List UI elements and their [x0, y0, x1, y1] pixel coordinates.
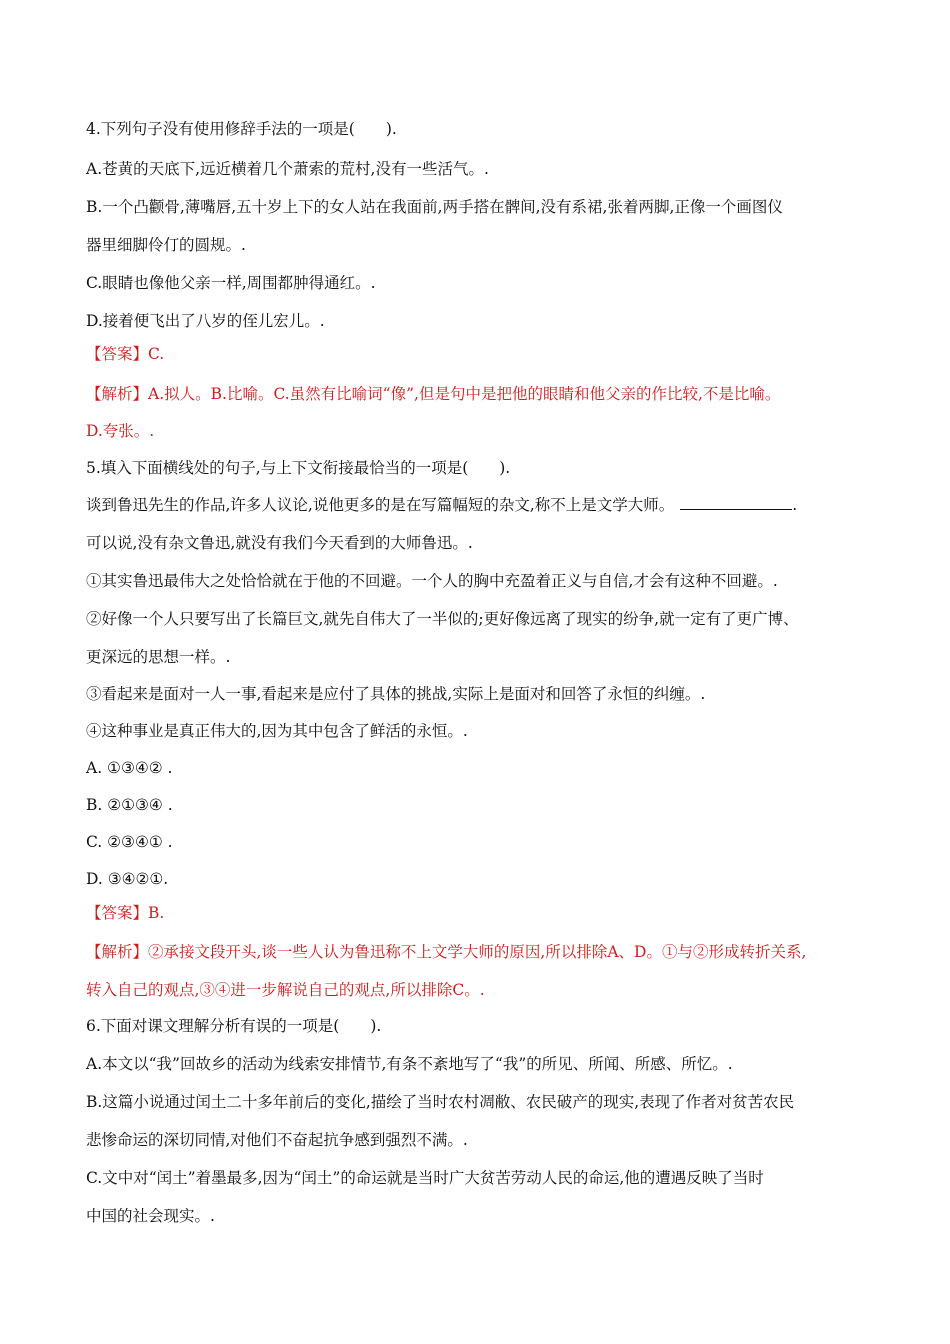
question-5-sentence-2-line2: 更深远的思想一样。. — [86, 648, 231, 666]
passage-end: . — [792, 496, 798, 514]
question-5-stem: 5.填入下面横线处的句子,与上下文衔接最恰当的一项是( ). — [86, 459, 511, 477]
question-6-option-b-line2: 悲惨命运的深切同情,对他们不奋起抗争感到强烈不满。. — [86, 1131, 468, 1149]
question-4-analysis-line1: 【解析】A.拟人。B.比喻。C.虽然有比喻词“像”,但是句中是把他的眼睛和他父亲的作比较,不是比喻。 — [86, 385, 781, 403]
question-5-analysis-line2: 转入自己的观点,③④进一步解说自己的观点,所以排除C。. — [86, 981, 485, 999]
passage-text: 谈到鲁迅先生的作品,许多人议论,说他更多的是在写篇幅短的杂文,称不上是文学大师。 — [86, 496, 675, 514]
question-5-sentence-1: ①其实鲁迅最伟大之处恰恰就在于他的不回避。一个人的胸中充盈着正义与自信,才会有这种不回避。. — [86, 572, 778, 590]
question-5-passage-line1 — [86, 494, 880, 516]
question-4-option-b-line2: 器里细脚伶仃的圆规。. — [86, 236, 246, 254]
question-6-option-b-line1: B.这篇小说通过闰土二十多年前后的变化,描绘了当时农村凋敝、农民破产的现实,表现了作者对贫苦农民 — [86, 1093, 795, 1111]
question-4-option-b-line1: B.一个凸颧骨,薄嘴唇,五十岁上下的女人站在我面前,两手搭在髀间,没有系裙,张着两脚,正像一个画图仪 — [86, 198, 783, 216]
question-5-option-d: D. ③④②①. — [86, 870, 169, 888]
question-4-analysis-line2: D.夸张。. — [86, 422, 155, 440]
fill-blank-line — [680, 495, 792, 510]
question-6-option-a: A.本文以“我”回故乡的活动为线索安排情节,有条不紊地写了“我”的所见、所闻、所感、所忆。. — [86, 1055, 733, 1073]
question-5-option-c: C. ②③④① . — [86, 833, 173, 851]
question-4-option-d: D.接着便飞出了八岁的侄儿宏儿。. — [86, 312, 325, 330]
question-5-sentence-4: ④这种事业是真正伟大的,因为其中包含了鲜活的永恒。. — [86, 722, 468, 740]
question-5-analysis-line1: 【解析】②承接文段开头,谈一些人认为鲁迅称不上文学大师的原因,所以排除A、D。①与②形成转折关系, — [86, 943, 807, 961]
question-5-sentence-2-line1: ②好像一个人只要写出了长篇巨文,就先自伟大了一半似的;更好像远离了现实的纷争,就一定有了更广博、 — [86, 610, 799, 628]
question-5-passage-line2: 可以说,没有杂文鲁迅,就没有我们今天看到的大师鲁迅。. — [86, 534, 473, 552]
question-5-option-a: A. ①③④② . — [86, 759, 173, 777]
question-4-stem: 4.下列句子没有使用修辞手法的一项是( ). — [86, 120, 397, 138]
question-4-answer: 【答案】C. — [86, 345, 165, 363]
question-6-option-c-line2: 中国的社会现实。. — [86, 1207, 215, 1225]
question-5-answer: 【答案】B. — [86, 904, 165, 922]
question-5-option-b: B. ②①③④ . — [86, 796, 173, 814]
question-6-stem: 6.下面对课文理解分析有误的一项是( ). — [86, 1017, 382, 1035]
question-4-option-a: A.苍黄的天底下,远近横着几个萧索的荒村,没有一些活气。. — [86, 160, 489, 178]
question-4-option-c: C.眼睛也像他父亲一样,周围都肿得通红。. — [86, 274, 376, 292]
question-5-sentence-3: ③看起来是面对一人一事,看起来是应付了具体的挑战,实际上是面对和回答了永恒的纠缠。. — [86, 685, 706, 703]
question-6-option-c-line1: C.文中对“闰土”着墨最多,因为“闰土”的命运就是当时广大贫苦劳动人民的命运,他的遭遇反映了当时 — [86, 1169, 764, 1187]
